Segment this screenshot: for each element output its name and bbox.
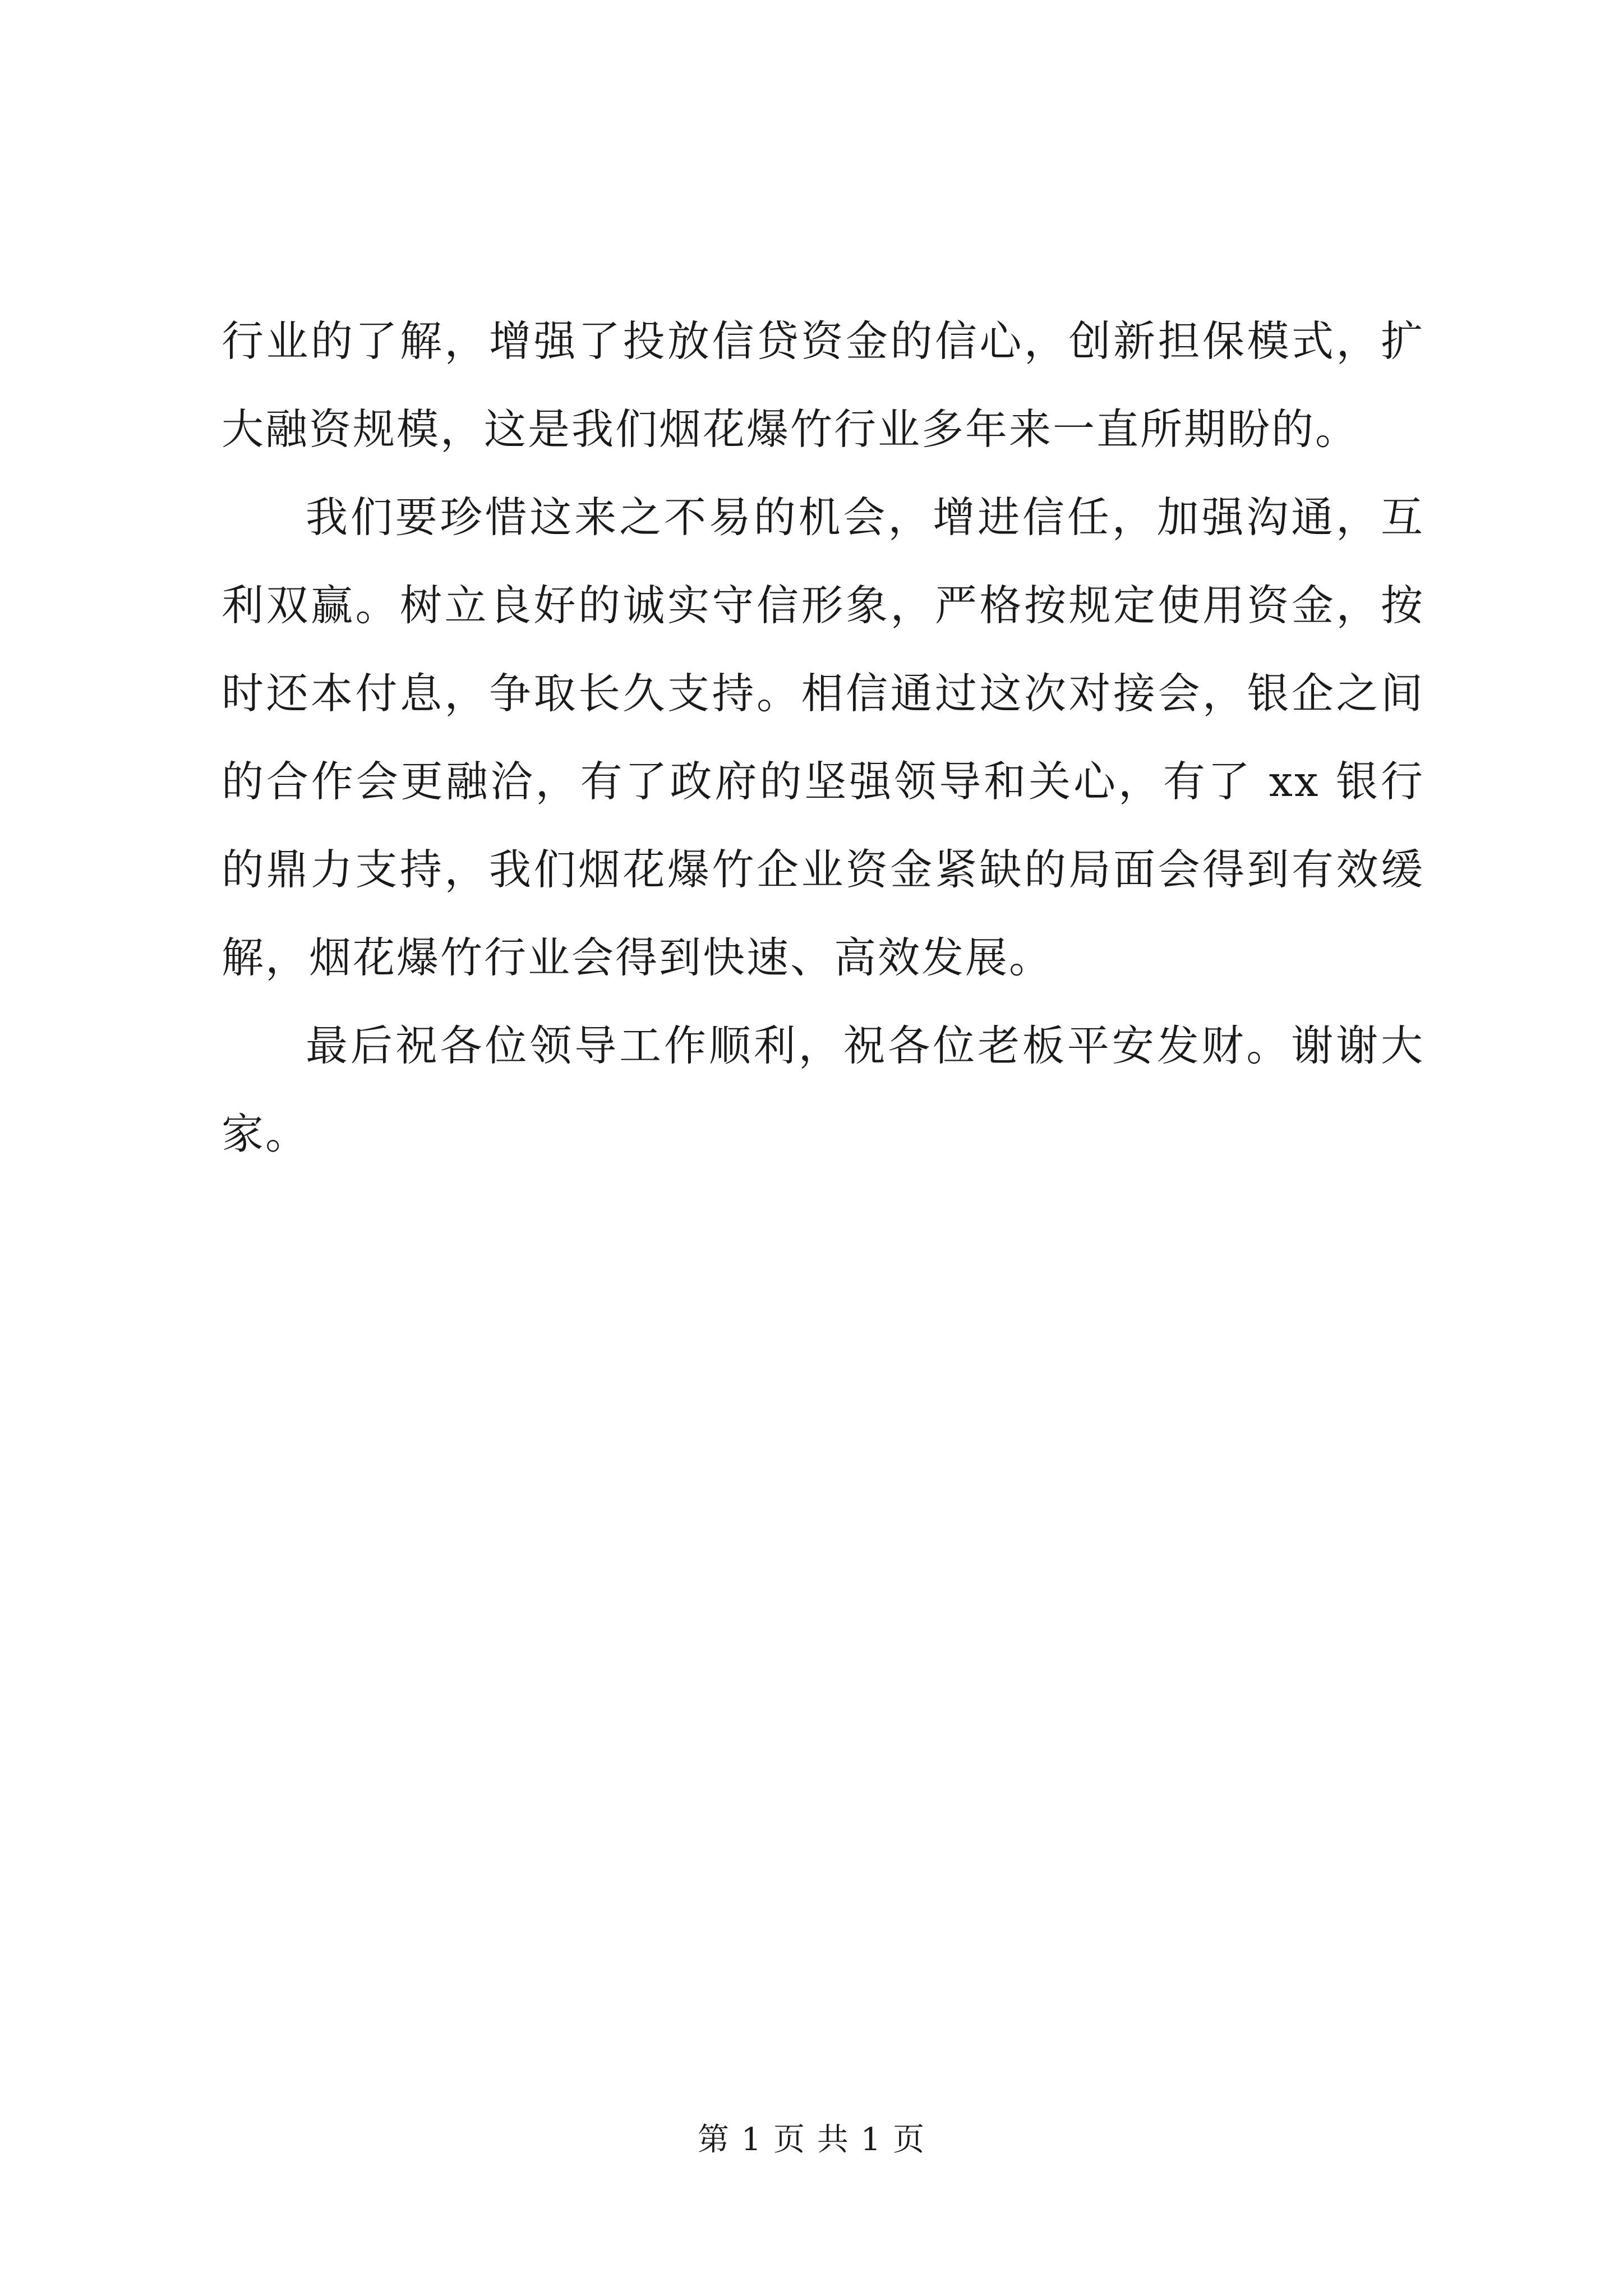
paragraph-cooperation: 我们要珍惜这来之不易的机会，增进信任，加强沟通，互利双赢。树立良好的诚实守信形象，严格按规定使用资金，按时还本付息，争取长久支持。相信通过这次对接会，银企之间的合作会更融洽，有了政府的坚强领导和关心，有了 xx 银行的鼎力支持，我们烟花爆竹企业资金紧缺的局面会得到有效缓解，烟花爆竹行业会得到快速、高效发展。 — [222, 493, 1424, 982]
page-number-footer: 第 1 页 共 1 页 — [697, 2122, 926, 2158]
paragraph-continued: 行业的了解，增强了投放信贷资金的信心，创新担保模式，扩大融资规模，这是我们烟花爆竹行业多年来一直所期盼的。 — [222, 316, 1424, 454]
paragraph-closing: 最后祝各位领导工作顺利，祝各位老板平安发财。谢谢大家。 — [222, 1021, 1424, 1158]
document-body — [222, 297, 1424, 1178]
